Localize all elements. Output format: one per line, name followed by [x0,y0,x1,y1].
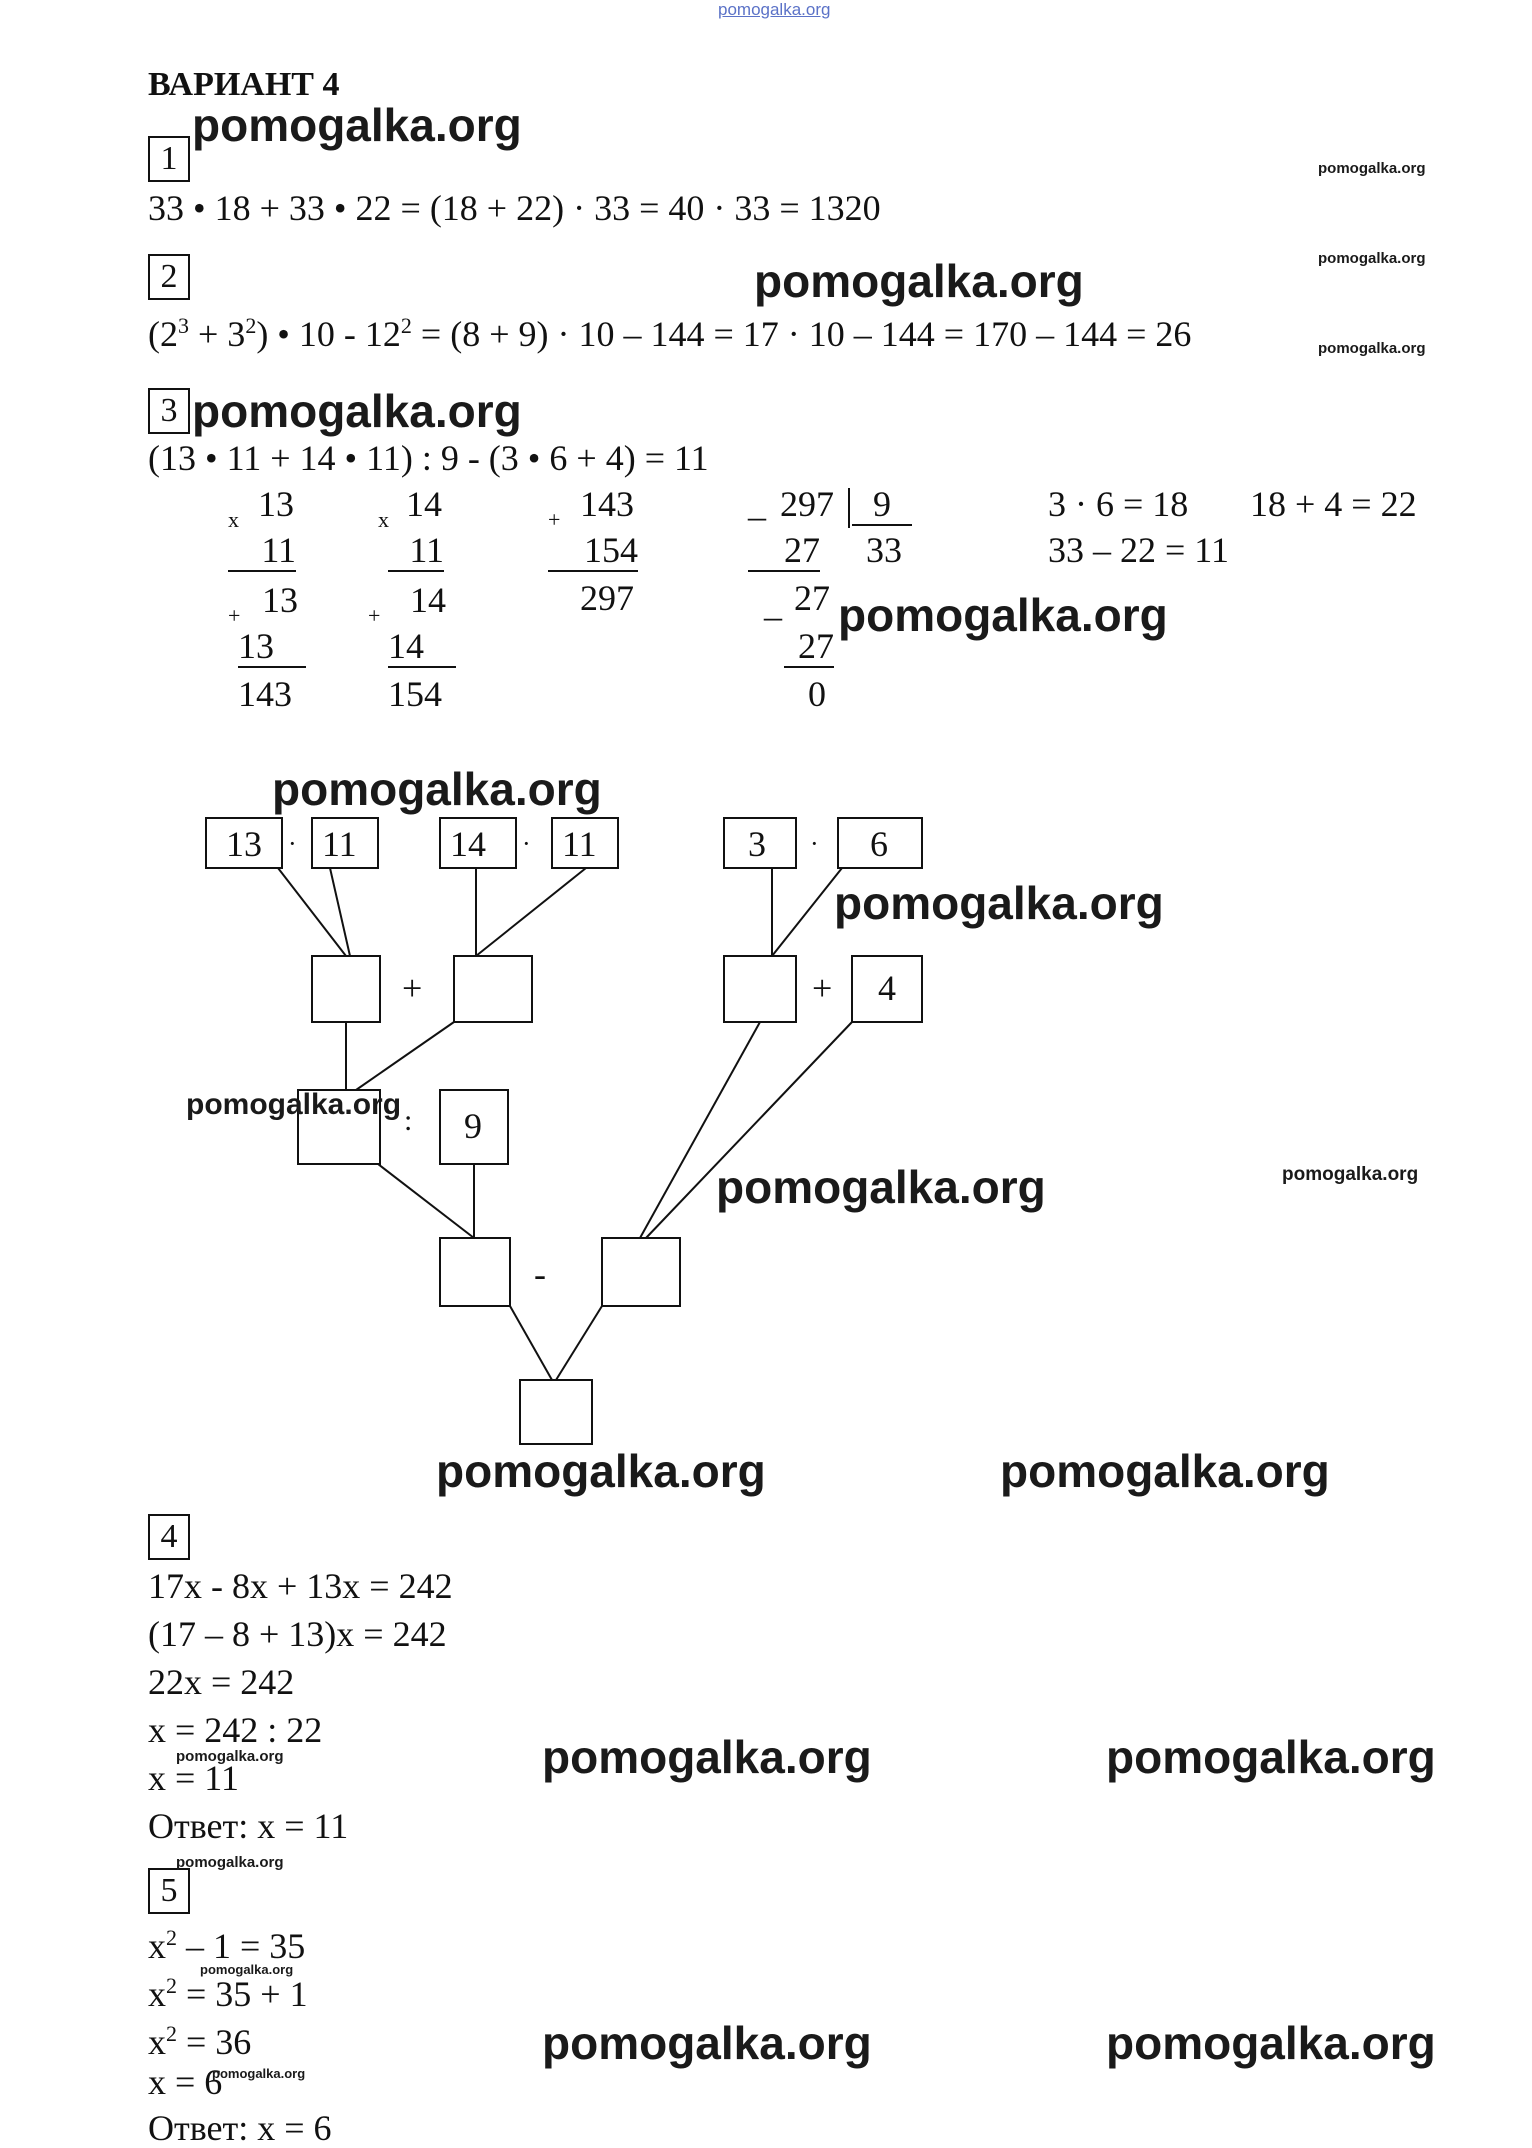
task-2-exp-a: 3 [178,313,189,338]
watermark-small: pomogalka.org [1282,1164,1419,1185]
side-calc-1: 3 · 6 = 18 [1048,484,1189,524]
div-minus2: _ [764,584,782,624]
watermark-small: pomogalka.org [1318,250,1426,267]
tree-box-prod3 [724,956,796,1022]
watermark: pomogalka.org [1000,1445,1330,1497]
add-b: 154 [548,530,638,572]
top-watermark-link[interactable]: pomogalka.org [718,0,831,19]
tree-box-sum1 [312,956,380,1022]
watermark: pomogalka.org [542,1731,872,1783]
task-2-part-c: ) • 10 - 12 [256,314,401,354]
task-2-exp-b: 2 [245,313,257,338]
watermark: pomogalka.org [1106,1731,1436,1783]
side-calc-3: 33 – 22 = 11 [1048,530,1229,570]
task-5-line-1 [148,1918,305,1966]
mult1-p1: 13 [262,580,298,620]
tree-text-9: 9 [464,1106,482,1146]
div-minus: _ [748,484,766,524]
task-5-line-3 [148,2014,251,2062]
task-5-l1-var: х [148,1926,166,1966]
mult1-psign: + [228,603,241,628]
tree-text-plus2: + [812,968,833,1008]
watermark: pomogalka.org [192,99,522,151]
tree-text-minus: - [534,1254,546,1294]
div-rem1: 27 [794,578,830,618]
watermark-small: pomogalka.org [176,1748,284,1765]
task-3-number: 3 [148,388,190,434]
div-sub1: 27 [748,530,820,572]
task-5-l3-var: х [148,2022,166,2062]
task-5-l1-rest: – 1 = 35 [177,1926,306,1966]
task-4-line-4: х = 242 : 22 [148,1710,323,1750]
watermark: pomogalka.org [186,1088,402,1121]
task-2-part-b: + 3 [189,314,246,354]
watermark: pomogalka.org [754,255,1084,307]
tree-text-plus1: + [402,968,423,1008]
task-5-l2-exp: 2 [166,1973,177,1998]
div-sub2: 27 [784,626,834,668]
task-3-equation: (13 • 11 + 14 • 11) : 9 - (3 • 6 + 4) = 11 [148,438,709,478]
tree-text-14: 14 [450,824,486,864]
mult1-a: 13 [258,484,294,524]
watermark: pomogalka.org [436,1445,766,1497]
task-4-line-1: 17х - 8х + 13х = 242 [148,1566,453,1606]
watermark-small: pomogalka.org [1318,340,1426,357]
add-a: 143 [580,484,634,524]
tree-text-dot1: · [288,829,297,858]
task-5-number: 5 [148,1868,190,1914]
mult2-a: 14 [406,484,442,524]
mult2-b: 11 [388,530,444,572]
mult1-result: 143 [238,674,292,714]
task-4-line-5: х = 11 [148,1758,239,1798]
mult1-p2: 13 [238,626,306,668]
tree-text-6: 6 [870,824,888,864]
div-dividend: 297 [780,484,834,524]
div-quotient: 33 [866,530,902,570]
tree-text-dot3: · [810,829,819,858]
mult2-result: 154 [388,674,442,714]
task-1-number: 1 [148,136,190,182]
watermark: pomogalka.org [192,385,522,437]
watermark: pomogalka.org [834,877,1164,929]
task-5-l3-exp: 2 [166,2021,177,2046]
watermark-small: pomogalka.org [176,1854,284,1871]
watermark: pomogalka.org [716,1161,1046,1213]
task-2-exp-c: 2 [400,313,412,338]
tree-text-11b: 11 [562,824,597,864]
task-2-part-d: = (8 + 9) · 10 – 144 = 17 · 10 – 144 = 170 – 144 = 26 [411,314,1192,354]
tree-text-11a: 11 [322,824,357,864]
task-5-l1-exp: 2 [166,1925,177,1950]
tree-text-colon: : [404,1104,413,1137]
div-divisor: 9 [852,484,912,526]
watermark: pomogalka.org [838,589,1168,641]
watermark: pomogalka.org [1106,2017,1436,2069]
mult2-p1: 14 [410,580,446,620]
task-5-line-4: х = 6 [148,2062,223,2102]
div-rem2: 0 [808,674,826,714]
task-2-part-a: (2 [148,314,178,354]
mult1-sign: x [228,507,239,532]
side-calc-2: 18 + 4 = 22 [1250,484,1417,524]
watermark: pomogalka.org [272,763,602,815]
watermark-small: pomogalka.org [1318,160,1426,177]
tree-box-sum3 [602,1238,680,1306]
task-5-l2-var: х [148,1974,166,2014]
watermark-small: pomogalka.org [200,1962,294,1977]
watermark-small: pomogalka.org [212,2066,306,2081]
add-result: 297 [580,578,634,618]
task-4-line-2: (17 – 8 + 13)х = 242 [148,1614,447,1654]
tree-text-3: 3 [748,824,766,864]
tree-box-quotient [440,1238,510,1306]
task-4-line-3: 22х = 242 [148,1662,295,1702]
mult2-p2: 14 [388,626,456,668]
task-5-l2-rest: = 35 + 1 [177,1974,308,2014]
task-2-number: 2 [148,254,190,300]
tree-text-4: 4 [878,968,896,1008]
tree-box-result [520,1380,592,1444]
task-1-equation: 33 • 18 + 33 • 22 = (18 + 22) · 33 = 40 · 33 = 1320 [148,188,881,228]
mult1-b: 11 [228,530,296,572]
task-4-number: 4 [148,1514,190,1560]
task-4-answer: Ответ: х = 11 [148,1806,349,1846]
watermark: pomogalka.org [542,2017,872,2069]
task-5-answer: Ответ: х = 6 [148,2108,332,2148]
tree-text-dot2: · [522,829,531,858]
page-title: ВАРИАНТ 4 [148,66,340,103]
task-5-l3-rest: = 36 [177,2022,252,2062]
add-sign: + [548,507,561,532]
tree-box-sum2 [454,956,532,1022]
mult2-sign: x [378,507,389,532]
tree-text-13: 13 [226,824,262,864]
mult2-psign: + [368,603,381,628]
